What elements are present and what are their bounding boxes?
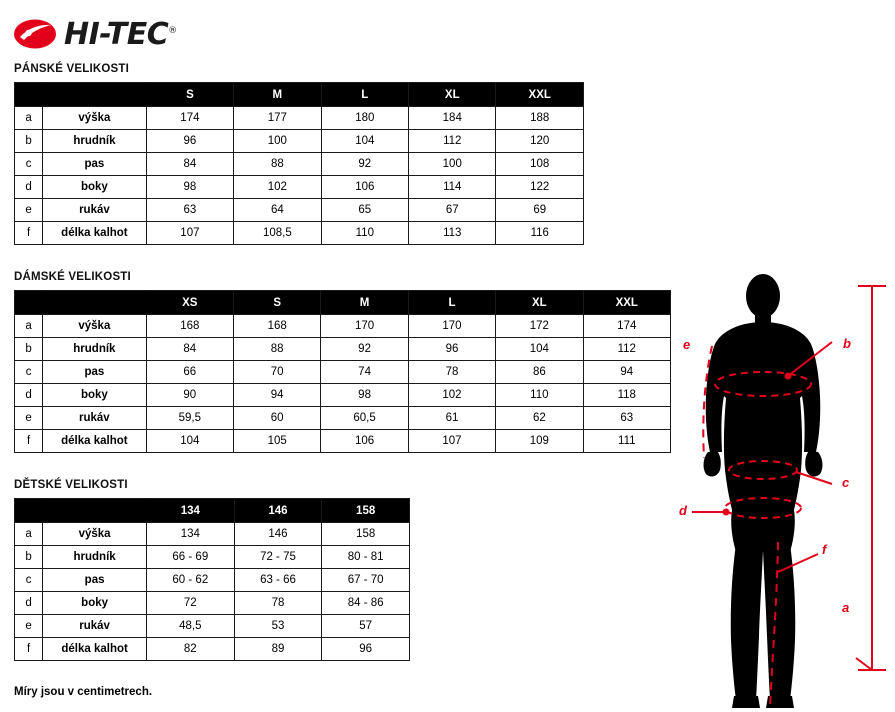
cell-value: 110 — [321, 222, 408, 245]
cell-value: 106 — [321, 176, 408, 199]
row-letter: d — [15, 592, 43, 615]
men-section-title: PÁNSKÉ VELIKOSTI — [14, 63, 130, 75]
table-header-row — [15, 291, 671, 315]
table-row — [15, 338, 671, 361]
cell-value: 63 - 66 — [234, 569, 322, 592]
figure-label-d: d — [679, 503, 687, 518]
cell-value: 108 — [496, 153, 584, 176]
cell-value: 174 — [146, 107, 233, 130]
table-row — [15, 153, 584, 176]
body-figure-svg — [660, 272, 895, 712]
row-letter: e — [15, 615, 43, 638]
column-header: XXL — [496, 83, 584, 107]
brand-name: HI-TEC® — [64, 16, 177, 52]
row-letter: a — [15, 315, 43, 338]
table-row — [15, 315, 671, 338]
cell-value: 172 — [496, 315, 583, 338]
cell-value: 64 — [234, 199, 321, 222]
cell-value: 188 — [496, 107, 584, 130]
figure-label-f: f — [822, 542, 827, 557]
cell-value: 102 — [234, 176, 321, 199]
table-row — [15, 615, 410, 638]
cell-value: 174 — [583, 315, 670, 338]
women-size-table — [14, 290, 671, 453]
row-letter: f — [15, 430, 43, 453]
row-label: pas — [43, 361, 146, 384]
cell-value: 107 — [146, 222, 233, 245]
row-label: délka kalhot — [43, 430, 146, 453]
table-row — [15, 384, 671, 407]
figure-label-a: a — [842, 600, 850, 615]
cell-value: 98 — [146, 176, 233, 199]
cell-value: 66 - 69 — [146, 546, 234, 569]
cell-value: 84 — [146, 338, 233, 361]
cell-value: 177 — [234, 107, 321, 130]
row-label: boky — [43, 384, 146, 407]
brand-logo — [14, 14, 177, 54]
cell-value: 112 — [583, 338, 670, 361]
cell-value: 114 — [409, 176, 496, 199]
row-label: rukáv — [43, 407, 146, 430]
cell-value: 62 — [496, 407, 583, 430]
header-blank-letter — [15, 83, 43, 107]
kids-section-title: DĚTSKÉ VELIKOSTI — [14, 479, 128, 491]
cell-value: 94 — [233, 384, 320, 407]
table-row — [15, 569, 410, 592]
cell-value: 170 — [408, 315, 495, 338]
table-row — [15, 638, 410, 661]
cell-value: 60,5 — [321, 407, 408, 430]
table-row — [15, 407, 671, 430]
header-blank-letter — [15, 291, 43, 315]
column-header: M — [321, 291, 408, 315]
table-row — [15, 523, 410, 546]
table-row — [15, 107, 584, 130]
cell-value: 118 — [583, 384, 670, 407]
column-header: 158 — [322, 499, 410, 523]
registered-mark: ® — [168, 25, 177, 36]
cell-value: 134 — [146, 523, 234, 546]
footnote: Míry jsou v centimetrech. — [14, 686, 153, 698]
cell-value: 96 — [322, 638, 410, 661]
cell-value: 168 — [233, 315, 320, 338]
cell-value: 168 — [146, 315, 233, 338]
header-blank-label — [43, 291, 146, 315]
hi-tec-logo-icon — [14, 19, 56, 49]
row-label: rukáv — [43, 199, 147, 222]
column-header: 134 — [146, 499, 234, 523]
cell-value: 84 — [146, 153, 233, 176]
row-label: rukáv — [43, 615, 147, 638]
row-letter: d — [15, 384, 43, 407]
figure-label-e: e — [683, 337, 691, 352]
cell-value: 72 — [146, 592, 234, 615]
kids-size-table — [14, 498, 410, 661]
table-row — [15, 592, 410, 615]
cell-value: 70 — [233, 361, 320, 384]
cell-value: 80 - 81 — [322, 546, 410, 569]
cell-value: 105 — [233, 430, 320, 453]
table-header-row — [15, 83, 584, 107]
cell-value: 170 — [321, 315, 408, 338]
column-header: XL — [496, 291, 583, 315]
cell-value: 108,5 — [234, 222, 321, 245]
cell-value: 120 — [496, 130, 584, 153]
row-label: boky — [43, 592, 147, 615]
table-row — [15, 430, 671, 453]
cell-value: 111 — [583, 430, 670, 453]
row-label: hrudník — [43, 546, 147, 569]
cell-value: 158 — [322, 523, 410, 546]
figure-label-b: b — [843, 336, 851, 351]
cell-value: 94 — [583, 361, 670, 384]
column-header: XS — [146, 291, 233, 315]
row-letter: e — [15, 199, 43, 222]
row-label: výška — [43, 107, 147, 130]
cell-value: 109 — [496, 430, 583, 453]
cell-value: 67 — [409, 199, 496, 222]
row-letter: b — [15, 546, 43, 569]
row-label: boky — [43, 176, 147, 199]
cell-value: 78 — [408, 361, 495, 384]
cell-value: 82 — [146, 638, 234, 661]
table-row — [15, 222, 584, 245]
cell-value: 107 — [408, 430, 495, 453]
row-letter: d — [15, 176, 43, 199]
cell-value: 89 — [234, 638, 322, 661]
cell-value: 72 - 75 — [234, 546, 322, 569]
table-header-row — [15, 499, 410, 523]
cell-value: 78 — [234, 592, 322, 615]
cell-value: 63 — [146, 199, 233, 222]
cell-value: 88 — [234, 153, 321, 176]
cell-value: 65 — [321, 199, 408, 222]
body-silhouette — [704, 274, 823, 708]
men-size-table — [14, 82, 584, 245]
table-row — [15, 130, 584, 153]
cell-value: 116 — [496, 222, 584, 245]
cell-value: 90 — [146, 384, 233, 407]
cell-value: 96 — [408, 338, 495, 361]
cell-value: 92 — [321, 338, 408, 361]
row-letter: a — [15, 107, 43, 130]
column-header: XL — [409, 83, 496, 107]
figure-label-c: c — [842, 475, 850, 490]
column-header: XXL — [583, 291, 670, 315]
table-row — [15, 361, 671, 384]
cell-value: 180 — [321, 107, 408, 130]
cell-value: 48,5 — [146, 615, 234, 638]
cell-value: 86 — [496, 361, 583, 384]
cell-value: 96 — [146, 130, 233, 153]
cell-value: 146 — [234, 523, 322, 546]
row-letter: c — [15, 361, 43, 384]
column-header: L — [408, 291, 495, 315]
cell-value: 60 — [233, 407, 320, 430]
cell-value: 106 — [321, 430, 408, 453]
cell-value: 122 — [496, 176, 584, 199]
cell-value: 84 - 86 — [322, 592, 410, 615]
row-letter: b — [15, 338, 43, 361]
cell-value: 110 — [496, 384, 583, 407]
cell-value: 98 — [321, 384, 408, 407]
header-blank-label — [43, 499, 147, 523]
cell-value: 74 — [321, 361, 408, 384]
cell-value: 60 - 62 — [146, 569, 234, 592]
cell-value: 104 — [321, 130, 408, 153]
cell-value: 88 — [233, 338, 320, 361]
row-label: hrudník — [43, 338, 146, 361]
row-letter: c — [15, 569, 43, 592]
column-header: S — [233, 291, 320, 315]
row-letter: e — [15, 407, 43, 430]
cell-value: 69 — [496, 199, 584, 222]
column-header: M — [234, 83, 321, 107]
table-row — [15, 199, 584, 222]
row-label: pas — [43, 569, 147, 592]
cell-value: 66 — [146, 361, 233, 384]
cell-value: 102 — [408, 384, 495, 407]
cell-value: 67 - 70 — [322, 569, 410, 592]
cell-value: 100 — [409, 153, 496, 176]
column-header: L — [321, 83, 408, 107]
header-blank-letter — [15, 499, 43, 523]
cell-value: 61 — [408, 407, 495, 430]
cell-value: 63 — [583, 407, 670, 430]
table-row — [15, 546, 410, 569]
column-header: S — [146, 83, 233, 107]
column-header: 146 — [234, 499, 322, 523]
row-label: hrudník — [43, 130, 147, 153]
row-letter: b — [15, 130, 43, 153]
cell-value: 104 — [146, 430, 233, 453]
row-label: výška — [43, 523, 147, 546]
women-section-title: DÁMSKÉ VELIKOSTI — [14, 271, 131, 283]
table-row — [15, 176, 584, 199]
row-label: pas — [43, 153, 147, 176]
cell-value: 57 — [322, 615, 410, 638]
header-blank-label — [43, 83, 147, 107]
row-letter: f — [15, 222, 43, 245]
row-letter: c — [15, 153, 43, 176]
row-letter: a — [15, 523, 43, 546]
row-label: výška — [43, 315, 146, 338]
cell-value: 92 — [321, 153, 408, 176]
cell-value: 113 — [409, 222, 496, 245]
row-letter: f — [15, 638, 43, 661]
cell-value: 53 — [234, 615, 322, 638]
cell-value: 184 — [409, 107, 496, 130]
body-measurement-diagram — [660, 272, 895, 712]
cell-value: 59,5 — [146, 407, 233, 430]
row-label: délka kalhot — [43, 222, 147, 245]
cell-value: 112 — [409, 130, 496, 153]
cell-value: 104 — [496, 338, 583, 361]
row-label: délka kalhot — [43, 638, 147, 661]
cell-value: 100 — [234, 130, 321, 153]
